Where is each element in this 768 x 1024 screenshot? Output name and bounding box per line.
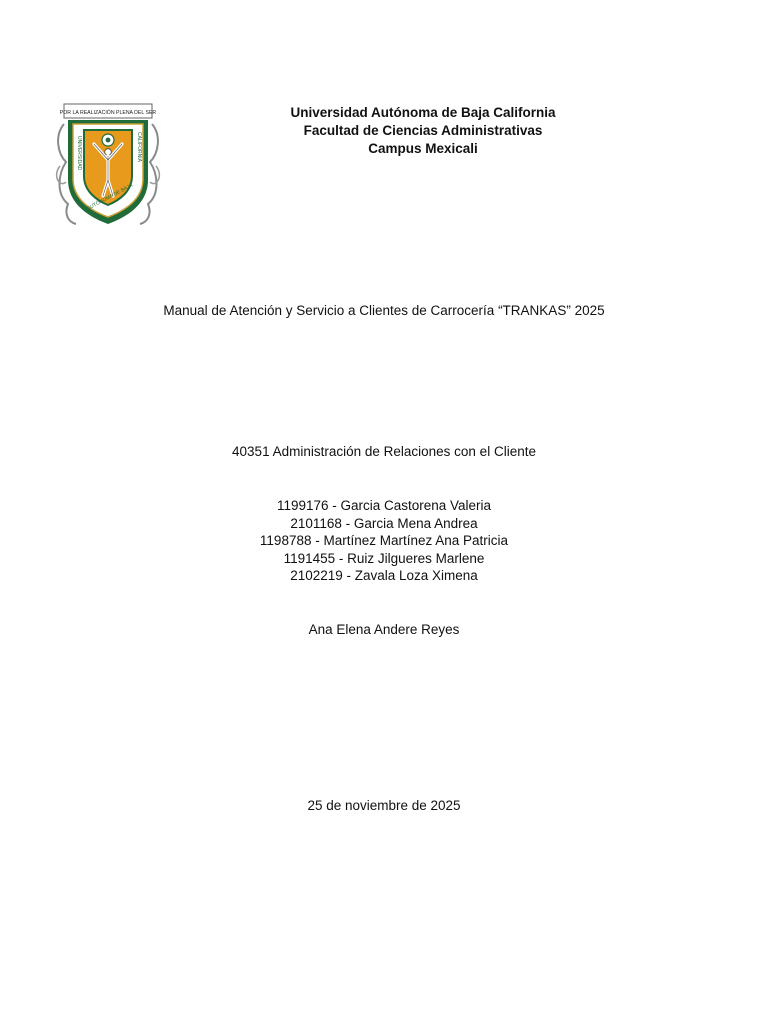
team-member: 1191455 - Ruiz Jilgueres Marlene — [283, 550, 485, 566]
uabc-shield-logo-icon — [54, 96, 162, 230]
course-name: 40351 Administración de Relaciones con el Cliente — [232, 444, 536, 459]
campus-name: Campus Mexicali — [368, 141, 478, 156]
faculty-name: Facultad de Ciencias Administrativas — [303, 123, 543, 138]
team-member: 1198788 - Martínez Martínez Ana Patricia — [259, 533, 509, 549]
document-date: 25 de noviembre de 2025 — [307, 798, 461, 813]
svg-text:UNIVERSIDAD: UNIVERSIDAD — [76, 136, 82, 171]
team-member: 2102219 - Zavala Loza Ximena — [290, 568, 478, 584]
university-name: Universidad Autónoma de Baja California — [290, 105, 556, 120]
document-title: Manual de Atención y Servicio a Clientes de Carrocería “TRANKAS” 2025 — [163, 303, 605, 318]
team-member: 2101168 - Garcia Mena Andrea — [290, 515, 478, 531]
svg-text:AUTÓNOMA DE BAJA: AUTÓNOMA DE BAJA — [86, 182, 134, 212]
team-member: 1199176 - Garcia Castorena Valeria — [276, 498, 492, 513]
svg-text:CALIFORNIA: CALIFORNIA — [136, 132, 142, 163]
institution-header — [200, 104, 646, 158]
teacher-name: Ana Elena Andere Reyes — [308, 622, 460, 637]
team-members-list — [0, 497, 768, 585]
svg-text:POR LA REALIZACIÓN PLENA DEL S: POR LA REALIZACIÓN PLENA DEL SER — [59, 110, 157, 116]
